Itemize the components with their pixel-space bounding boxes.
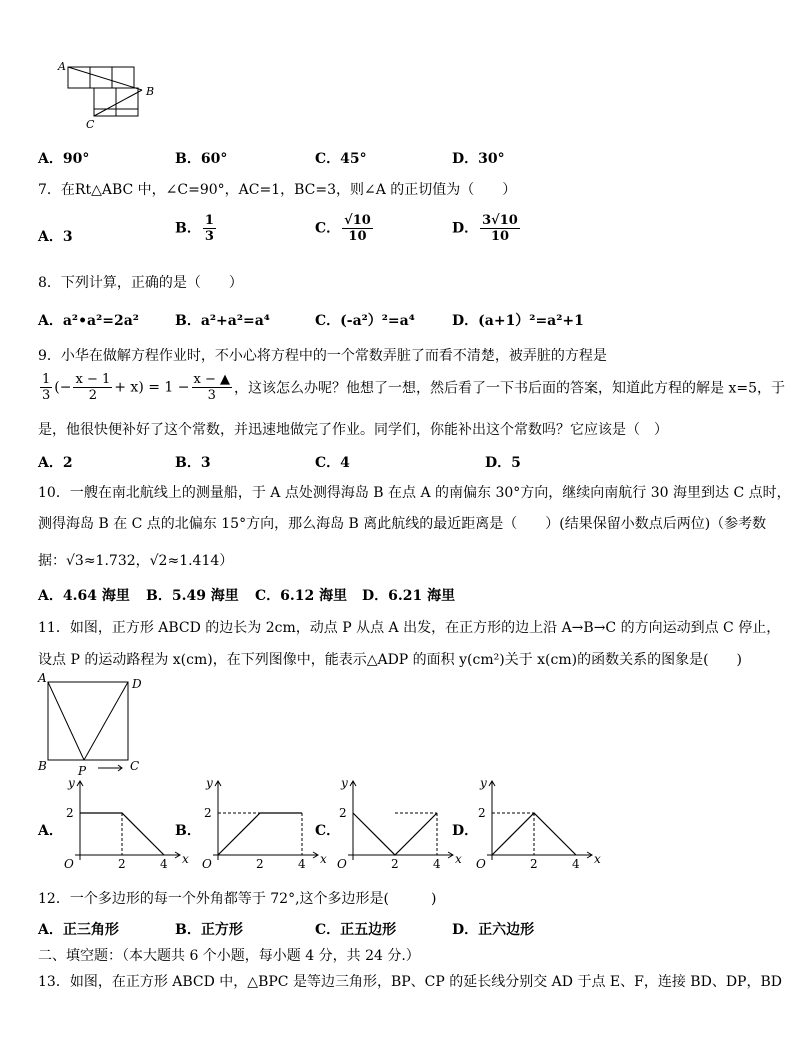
y-tick-label: 2 bbox=[204, 806, 212, 820]
x-tick-label: 4 bbox=[160, 857, 168, 871]
q10-line3: 据：√3≈1.732，√2≈1.414） bbox=[38, 553, 234, 569]
denominator: 3 bbox=[204, 229, 214, 244]
x-axis-label: x bbox=[182, 852, 189, 866]
q9-eq-tail: ，这该怎么办呢？他想了一想，然后看了一下书后面的答案，知道此方程的解是 x=5，于 bbox=[234, 380, 785, 397]
q7-option-c-fraction bbox=[342, 213, 373, 244]
q9-eq-part: + x) = 1 − bbox=[114, 379, 190, 396]
q7-option-a: A．3 bbox=[38, 229, 73, 245]
q11-line1: 11．如图，正方形 ABCD 的边长为 2cm，动点 P 从点 A 出发，在正方形的边上沿 A→B→C 的方向运动到点 C 停止， bbox=[38, 620, 781, 636]
q9-fraction-smudged bbox=[192, 372, 233, 403]
numerator: 1 bbox=[204, 213, 214, 228]
numerator: 3√10 bbox=[482, 213, 518, 228]
function-line bbox=[218, 813, 302, 855]
x-tick-label: 2 bbox=[391, 857, 399, 871]
q6-label-a: A bbox=[58, 60, 66, 73]
q11-label-p: P bbox=[78, 764, 87, 778]
numerator: x − ▲ bbox=[193, 372, 231, 387]
q11-graph-letter-d: D． bbox=[452, 823, 479, 839]
q11-line2: 设点 P 的运动路程为 x(cm)，在下列图像中，能表示△ADP 的面积 y(cm²)关于 x(cm)的函数关系的图象是( ) bbox=[38, 652, 742, 668]
q6-option-b: B．60° bbox=[175, 151, 228, 167]
y-tick-label: 2 bbox=[478, 806, 486, 820]
denominator: 10 bbox=[490, 229, 510, 244]
q6-label-c: C bbox=[86, 118, 95, 131]
numerator: √10 bbox=[344, 213, 371, 228]
q7-option-b-prefix: B． bbox=[175, 220, 201, 237]
origin-label: O bbox=[337, 857, 347, 871]
q9-option-d: D．5 bbox=[485, 455, 521, 471]
x-axis-label: x bbox=[594, 852, 601, 866]
q10-option-c: C．6.12 海里 bbox=[255, 588, 348, 604]
q12-option-a: A．正三角形 bbox=[38, 922, 119, 938]
q7-option-d-prefix: D． bbox=[452, 220, 479, 237]
q7-option-d-fraction bbox=[480, 213, 520, 244]
y-axis-label: y bbox=[480, 776, 487, 790]
y-axis-label: y bbox=[341, 776, 348, 790]
q7-option-b-fraction bbox=[203, 213, 216, 244]
denominator: 3 bbox=[207, 388, 216, 403]
y-axis-label: y bbox=[206, 776, 213, 790]
q11-graph-d bbox=[470, 775, 601, 871]
q6-grid-figure bbox=[56, 60, 166, 130]
q8-option-a: A．a²•a²=2a² bbox=[38, 313, 139, 329]
q9-option-a: A．2 bbox=[38, 455, 73, 471]
q8-option-c: C．(-a²）²=a⁴ bbox=[315, 313, 415, 329]
q7-option-b bbox=[175, 213, 218, 244]
q12-option-b: B．正方形 bbox=[175, 922, 243, 938]
denominator: 3 bbox=[42, 388, 51, 403]
x-tick-label: 4 bbox=[298, 857, 306, 871]
q12-option-d: D．正六边形 bbox=[452, 922, 535, 938]
x-tick-label: 4 bbox=[572, 857, 580, 871]
q8-stem: 8．下列计算，正确的是（ ） bbox=[38, 275, 243, 291]
q10-line2: 测得海岛 B 在 C 点的北偏东 15°方向，那么海岛 B 离此航线的最近距离是（ ）(结果保留小数点后两位)（参考数 bbox=[38, 516, 767, 532]
q6-label-b: B bbox=[146, 85, 155, 98]
q11-label-d: D bbox=[132, 677, 142, 691]
numerator: 1 bbox=[42, 372, 51, 387]
q7-option-c-prefix: C． bbox=[315, 220, 341, 237]
y-tick-label: 2 bbox=[339, 806, 347, 820]
origin-label: O bbox=[64, 857, 74, 871]
q9-eq-part: (− bbox=[54, 379, 72, 396]
origin-label: O bbox=[202, 857, 212, 871]
q11-label-c: C bbox=[130, 759, 140, 773]
q8-option-b: B．a²+a²=a⁴ bbox=[175, 313, 270, 329]
q11-graph-b bbox=[196, 775, 327, 871]
q11-graph-letter-c: C． bbox=[315, 823, 341, 839]
x-tick-label: 2 bbox=[256, 857, 264, 871]
q8-option-d: D．(a+1）²=a²+1 bbox=[452, 313, 584, 329]
q13-line1: 13．如图，在正方形 ABCD 中，△BPC 是等边三角形，BP、CP 的延长线分别交 AD 于点 E、F，连接 BD、DP，BD bbox=[38, 974, 782, 990]
q11-label-a: A bbox=[38, 671, 47, 685]
q11-graph-a bbox=[58, 775, 189, 871]
q11-graph-c bbox=[331, 775, 462, 871]
q11-graph-letter-b: B． bbox=[175, 823, 201, 839]
q11-square-figure bbox=[36, 672, 146, 777]
q10-option-a: A．4.64 海里 bbox=[38, 588, 130, 604]
q9-option-c: C．4 bbox=[315, 455, 350, 471]
q7-option-d bbox=[452, 213, 522, 244]
q9-equation-line bbox=[38, 372, 785, 403]
q6-option-d: D．30° bbox=[452, 151, 505, 167]
q10-option-d: D．6.21 海里 bbox=[362, 588, 456, 604]
x-axis-label: x bbox=[455, 852, 462, 866]
denominator: 2 bbox=[88, 388, 97, 403]
y-tick-label: 2 bbox=[66, 806, 74, 820]
x-axis-label: x bbox=[320, 852, 327, 866]
x-tick-label: 2 bbox=[118, 857, 126, 871]
q9-line3: 是，他很快便补好了这个常数，并迅速地做完了作业。同学们，你能补出这个常数吗？它应该是（ ） bbox=[38, 422, 668, 438]
numerator: x − 1 bbox=[75, 372, 111, 387]
q11-label-b: B bbox=[38, 759, 47, 773]
q6-option-c: C．45° bbox=[315, 151, 367, 167]
q7-stem: 7．在Rt△ABC 中，∠C=90°，AC=1，BC=3，则∠A 的正切值为（ ） bbox=[38, 182, 517, 198]
q12-stem: 12．一个多边形的每一个外角都等于 72°,这个多边形是( ) bbox=[38, 891, 437, 907]
x-tick-label: 4 bbox=[433, 857, 441, 871]
q9-fraction-one-third bbox=[40, 372, 52, 403]
q7-option-c bbox=[315, 213, 375, 244]
q11-graph-letter-a: A． bbox=[38, 823, 63, 839]
q9-fraction-x-minus-1 bbox=[73, 372, 112, 403]
q12-option-c: C．正五边形 bbox=[315, 922, 397, 938]
q9-option-b: B．3 bbox=[175, 455, 211, 471]
q10-option-b: B．5.49 海里 bbox=[146, 588, 239, 604]
denominator: 10 bbox=[348, 229, 367, 244]
q9-stem: 9．小华在做解方程作业时，不小心将方程中的一个常数弄脏了而看不清楚，被弄脏的方程是 bbox=[38, 348, 607, 364]
y-axis-label: y bbox=[68, 776, 75, 790]
x-tick-label: 2 bbox=[530, 857, 538, 871]
section-heading-fill-in: 二、填空题：（本大题共 6 个小题，每小题 4 分，共 24 分.） bbox=[38, 948, 420, 964]
origin-label: O bbox=[476, 857, 486, 871]
q6-option-a: A．90° bbox=[38, 151, 90, 167]
q10-line1: 10．一艘在南北航线上的测量船，于 A 点处测得海岛 B 在点 A 的南偏东 30°方向，继续向南航行 30 海里到达 C 点时， bbox=[38, 485, 791, 501]
function-line bbox=[353, 813, 437, 855]
